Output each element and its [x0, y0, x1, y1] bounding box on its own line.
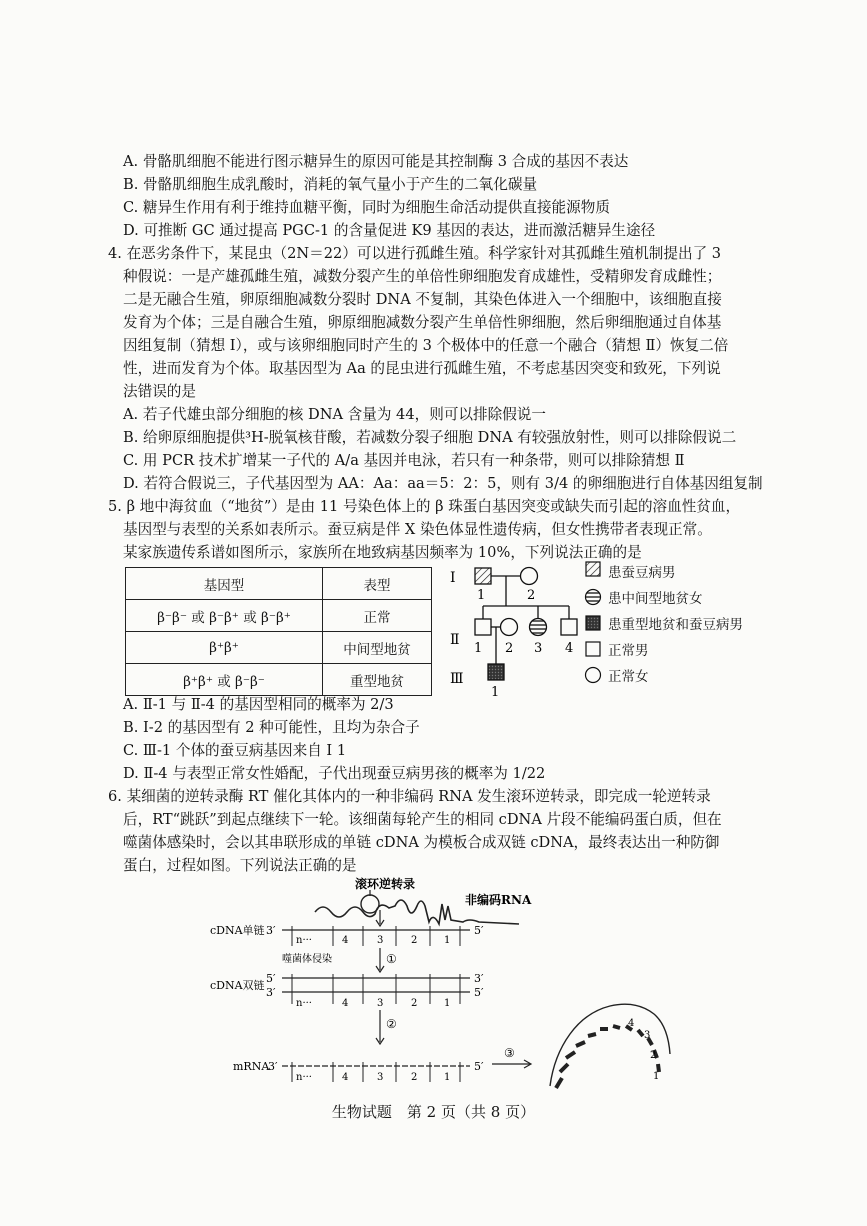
q4-stem-line: 法错误的是 — [123, 383, 196, 400]
segment-label: 4 — [342, 935, 349, 946]
cdna-ds-label: cDNA双链 — [210, 979, 265, 992]
legend-label: 正常男 — [608, 643, 649, 659]
table-cell: 正常 — [323, 600, 432, 632]
q3-option-c: C. 糖异生作用有利于维持血糖平衡，同时为细胞生命活动提供直接能源物质 — [123, 199, 610, 216]
generation-label: Ⅱ — [450, 632, 460, 648]
mrna-label: mRNA — [233, 1060, 270, 1073]
protein-segment-label: 1 — [653, 1071, 660, 1082]
q5-stem-line: 基因型与表型的关系如表所示。蚕豆病是伴 X 染色体显性遗传病，但女性携带者表现正常。 — [123, 521, 712, 538]
legend-severe-male-icon — [586, 616, 600, 630]
step-number: ② — [386, 1017, 397, 1031]
individual-number: 1 — [477, 588, 486, 603]
table-header-cell: 表型 — [323, 568, 432, 600]
legend-intermediate-female-icon — [586, 590, 601, 605]
table-header-row — [126, 568, 432, 600]
q6-stem-line: 后，RT“跳跃”到起点继续下一轮。该细菌每轮产生的相同 cDNA 片段不能编码蛋白质，但在 — [123, 811, 722, 828]
legend-favism-male-icon — [586, 562, 600, 576]
table-header-cell: 基因型 — [126, 568, 323, 600]
table-cell: β⁺β⁺ — [126, 632, 323, 664]
strand-end-label: 3′ — [266, 924, 276, 937]
segment-label: 1 — [444, 1072, 451, 1083]
segment-label: 1 — [444, 935, 451, 946]
generation-label: Ⅲ — [450, 671, 464, 687]
segment-label: 2 — [411, 1072, 418, 1083]
q5-option-c: C. Ⅲ-1 个体的蚕豆病基因来自 Ⅰ 1 — [123, 742, 347, 759]
individual-number: 2 — [505, 641, 514, 656]
q4-option-d: D. 若符合假说三，子代基因型为 AA：Aa：aa＝5：2：5，则有 3/4 的卵细胞进行自体基因组复制 — [123, 475, 763, 492]
rolling-circle-label: 滚环逆转录 — [355, 877, 416, 891]
q4-option-c: C. 用 PCR 技术扩增某一子代的 A/a 基因并电泳，若只有一种条带，则可以排除猜想 Ⅱ — [123, 452, 685, 469]
genotype-table — [125, 567, 432, 696]
legend-label: 患重型地贫和蚕豆病男 — [608, 617, 743, 633]
phage-infection-label: 噬菌体侵染 — [282, 954, 332, 965]
pedigree-female-intermediate-thalassemia — [530, 619, 547, 636]
strand-end-label: 5′ — [474, 924, 484, 937]
segment-label: n··· — [296, 935, 312, 946]
segment-label: n··· — [296, 998, 312, 1009]
segment-label: 3 — [377, 1072, 384, 1083]
q4-stem-line: 二是无融合生殖，卵原细胞减数分裂时 DNA 不复制，其染色体进入一个细胞中，该细胞直接 — [123, 291, 722, 308]
segment-label: 4 — [342, 1072, 349, 1083]
segment-label: 3 — [377, 998, 384, 1009]
individual-number: 2 — [527, 588, 536, 603]
pedigree-male-normal — [561, 619, 577, 635]
q4-stem-line: 性，进而发育为个体。取基因型为 Aa 的昆虫进行孤雌生殖，不考虑基因突变和致死，下列说 — [123, 360, 721, 377]
q5-option-a: A. Ⅱ-1 与 Ⅱ-4 的基因型相同的概率为 2/3 — [123, 696, 394, 713]
segment-label: 2 — [411, 998, 418, 1009]
q4-stem-line: 因组复制（猜想 Ⅰ），或与该卵细胞同时产生的 3 个极体中的任意一个融合（猜想 Ⅱ）恢复二倍 — [123, 337, 729, 354]
strand-end-label: 3′ — [474, 972, 484, 985]
table-cell: β⁺β⁺ 或 β⁻β⁻ — [126, 664, 323, 696]
table-row — [126, 664, 432, 696]
legend-label: 正常女 — [608, 669, 649, 685]
generation-label: Ⅰ — [450, 570, 456, 586]
q5-option-b: B. Ⅰ-2 的基因型有 2 种可能性，且均为杂合子 — [123, 719, 420, 736]
legend-label: 患中间型地贫女 — [608, 591, 703, 607]
strand-end-label: 5′ — [474, 986, 484, 999]
pedigree-female-normal — [501, 619, 518, 636]
q4-stem-line: 4. 在恶劣条件下，某昆虫（2N＝22）可以进行孤雌生殖。科学家针对其孤雌生殖机制提出了 3 — [108, 245, 722, 262]
strand-end-label: 5′ — [266, 972, 276, 985]
segment-label: 2 — [411, 935, 418, 946]
q5-stem-line: 5. β 地中海贫血（“地贫”）是由 11 号染色体上的 β 珠蛋白基因突变或缺失而引起的溶血性贫血， — [108, 498, 741, 515]
page-footer: 生物试题 第 2 页（共 8 页） — [331, 1103, 536, 1121]
q3-option-d: D. 可推断 GC 通过提高 PGC-1 的含量促进 K9 基因的表达，进而激活糖异生途径 — [123, 222, 656, 239]
table-row — [126, 600, 432, 632]
individual-number: 1 — [491, 685, 500, 700]
reverse-transcription-diagram — [210, 876, 690, 1096]
pedigree-male-severe-thalassemia-favism — [488, 664, 504, 680]
pedigree-male-normal — [475, 619, 491, 635]
protein-segment-label: 4 — [628, 1018, 635, 1029]
q4-option-b: B. 给卵原细胞提供³H-脱氧核苷酸，若减数分裂子细胞 DNA 有较强放射性，则可以排除假说二 — [123, 429, 737, 446]
segment-label: 3 — [377, 935, 384, 946]
q4-stem-line: 发育为个体；三是自融合生殖，卵原细胞减数分裂产生单倍性卵细胞，然后卵细胞通过自体基 — [123, 314, 722, 331]
defense-protein-coil — [550, 1004, 670, 1088]
q6-stem-line: 6. 某细菌的逆转录酶 RT 催化其体内的一种非编码 RNA 发生滚环逆转录，即完成一轮逆转录 — [108, 788, 711, 805]
step-number: ① — [386, 952, 397, 966]
q4-option-a: A. 若子代雄虫部分细胞的核 DNA 含量为 44，则可以排除假说一 — [123, 406, 546, 423]
segment-label: 1 — [444, 998, 451, 1009]
protein-segment-label: 2 — [650, 1050, 657, 1061]
table-cell: 重型地贫 — [323, 664, 432, 696]
table-cell: 中间型地贫 — [323, 632, 432, 664]
rt-enzyme-circle — [361, 895, 379, 913]
legend-label: 患蚕豆病男 — [608, 565, 676, 581]
legend-normal-male-icon — [586, 642, 600, 656]
protein-segment-label: 3 — [644, 1030, 651, 1041]
q6-stem-line: 噬菌体感染时，会以其串联形成的单链 cDNA 为模板合成双链 cDNA，最终表达出一种防御 — [123, 834, 720, 851]
table-cell: β⁻β⁻ 或 β⁻β⁺ 或 β⁻β⁺ — [126, 600, 323, 632]
strand-end-label: 5′ — [474, 1060, 484, 1073]
segment-label: n··· — [296, 1072, 312, 1083]
individual-number: 3 — [534, 641, 543, 656]
individual-number: 1 — [474, 641, 483, 656]
ncrna-label: 非编码RNA — [465, 893, 532, 907]
cdna-ss-label: cDNA单链 — [210, 924, 265, 937]
segment-label: 4 — [342, 998, 349, 1009]
q3-option-b: B. 骨骼肌细胞生成乳酸时，消耗的氧气量小于产生的二氧化碳量 — [123, 176, 538, 193]
pedigree-legend — [586, 562, 601, 683]
pedigree-female-normal — [521, 568, 538, 585]
q5-option-d: D. Ⅱ-4 与表型正常女性婚配，子代出现蚕豆病男孩的概率为 1/22 — [123, 765, 546, 782]
table-row — [126, 632, 432, 664]
q5-stem-line: 某家族遗传系谱如图所示，家族所在地致病基因频率为 10%，下列说法正确的是 — [123, 544, 642, 561]
pedigree-male-affected — [475, 568, 491, 584]
individual-number: 4 — [565, 641, 574, 656]
q4-stem-line: 种假说：一是产雄孤雌生殖，减数分裂产生的单倍性卵细胞发育成雄性，受精卵发育成雌性； — [123, 268, 722, 285]
step-number: ③ — [504, 1046, 515, 1060]
strand-end-label: 3′ — [266, 986, 276, 999]
legend-normal-female-icon — [586, 668, 601, 683]
q3-option-a: A. 骨骼肌细胞不能进行图示糖异生的原因可能是其控制酶 3 合成的基因不表达 — [123, 153, 629, 170]
q6-stem-line: 蛋白，过程如图。下列说法正确的是 — [123, 857, 357, 874]
strand-end-label: 3′ — [268, 1060, 278, 1073]
